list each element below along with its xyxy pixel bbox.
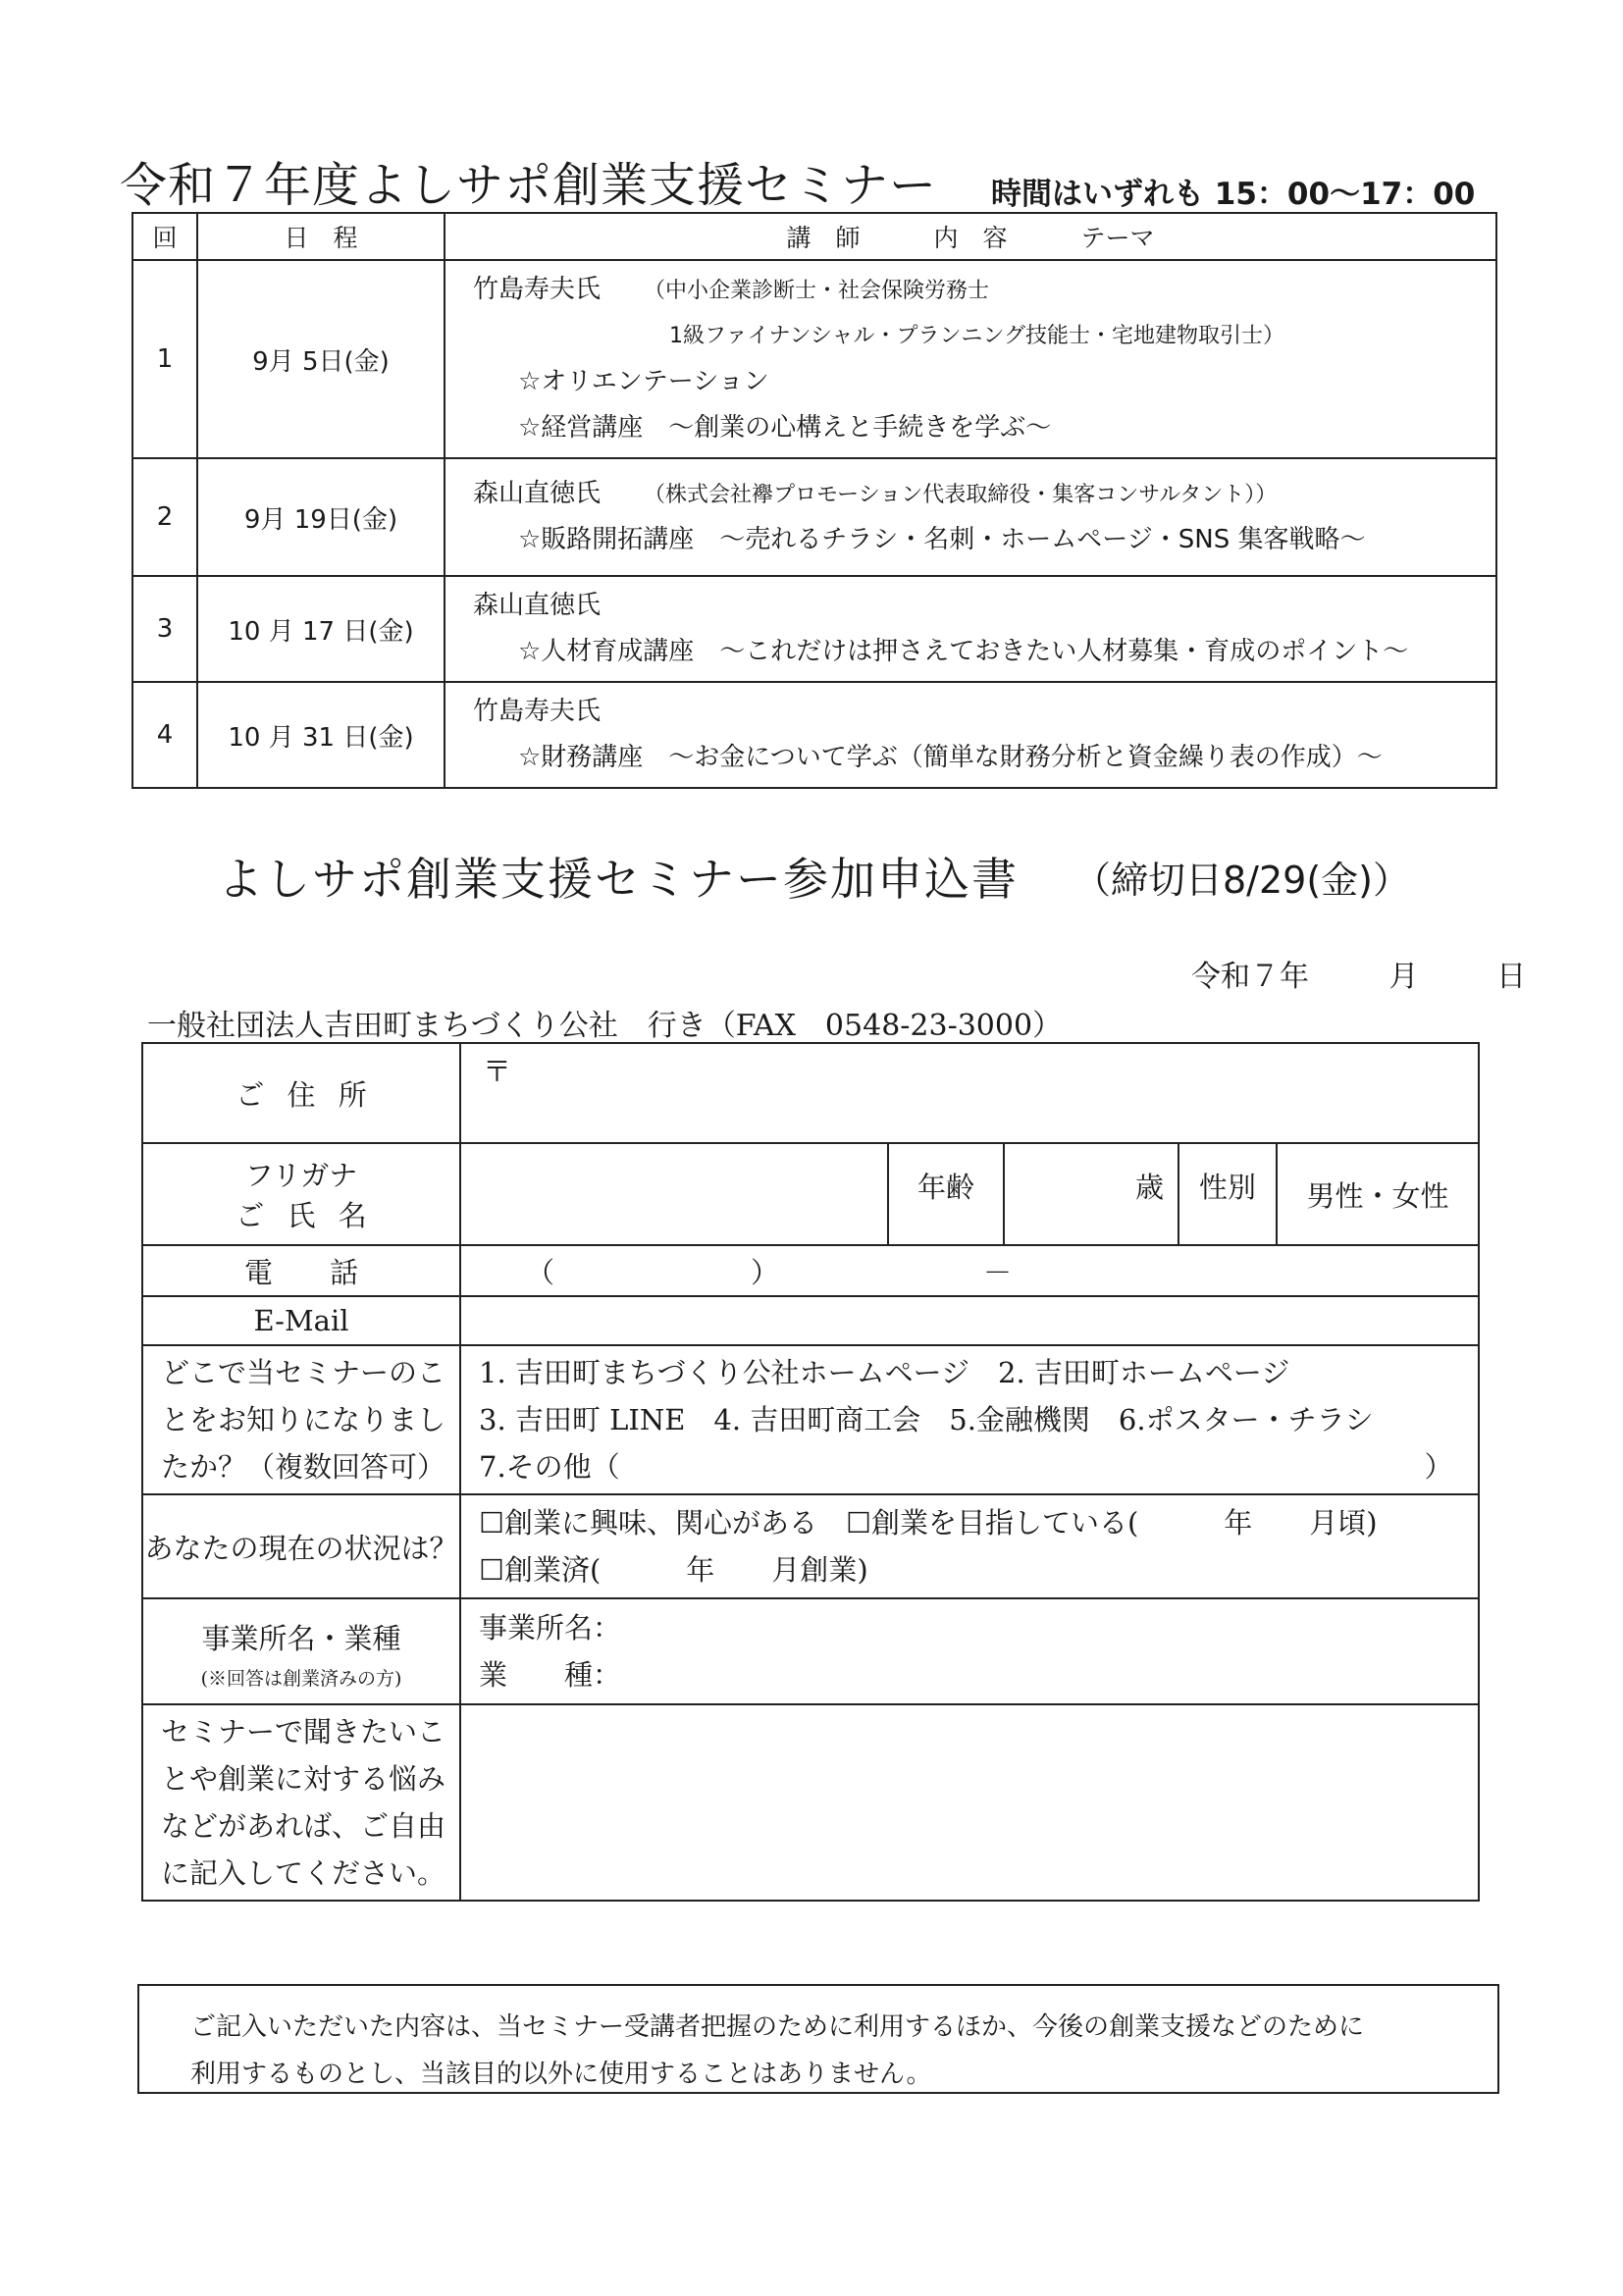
source-label-line: どこで当セミナーのこ	[161, 1356, 446, 1389]
source-row	[142, 1345, 1479, 1494]
questions-label-line: に記入してください。	[161, 1856, 446, 1890]
gender-options[interactable]: 男性・女性	[1277, 1143, 1479, 1245]
phone-close: ）	[751, 1255, 780, 1289]
business-label: 事業所名・業種	[201, 1621, 401, 1655]
session-date: 9月 5日(金)	[197, 260, 445, 458]
session-content	[445, 260, 1496, 458]
session-topic: ☆人材育成講座 ～これだけは押さえておきたい人材募集・育成のポイント～	[518, 637, 1409, 666]
address-row	[142, 1043, 1479, 1143]
session-topic: ☆販路開拓講座 ～売れるチラシ・名刺・ホームページ・SNS 集客戦略～	[518, 525, 1366, 554]
business-label-cell	[142, 1598, 460, 1704]
speaker-name: 竹島寿夫氏	[473, 697, 602, 726]
phone-dash: －	[983, 1255, 1013, 1289]
phone-field[interactable]	[460, 1245, 1479, 1296]
business-type-label: 業 種：	[479, 1658, 622, 1692]
business-fields[interactable]	[460, 1598, 1479, 1704]
session-no: 1	[132, 260, 197, 458]
addressee: 一般社団法人吉田町まちづくり公社 行き（FAX 0548-23-3000）	[147, 1009, 1063, 1043]
deadline-note: （締切日8/29(金)）	[1073, 859, 1410, 902]
application-form	[141, 1042, 1480, 1902]
gender-label: 性別	[1178, 1143, 1277, 1245]
source-label-line: たか？（複数回答可）	[161, 1450, 446, 1484]
schedule-table	[131, 212, 1497, 789]
session-topic: ☆オリエンテーション	[518, 367, 769, 396]
source-label	[142, 1345, 460, 1494]
session-no: 4	[132, 682, 197, 788]
age-field[interactable]	[1004, 1143, 1178, 1245]
date-month: 月	[1388, 960, 1419, 994]
session-topic: ☆経営講座 ～創業の心構えと手続きを学ぶ～	[518, 413, 1052, 443]
email-field[interactable]	[460, 1296, 1479, 1345]
phone-label: 電 話	[142, 1245, 460, 1296]
name-row	[142, 1143, 1479, 1245]
phone-open: （	[526, 1255, 555, 1289]
col-header-no: 回	[132, 213, 197, 260]
seminar-title: 令和７年度よしサポ創業支援セミナー	[120, 158, 938, 213]
source-label-line: とをお知りになりまし	[161, 1403, 446, 1436]
source-options[interactable]	[460, 1345, 1479, 1494]
session-date: 10 月 17 日(金)	[197, 576, 445, 682]
session-no: 3	[132, 576, 197, 682]
application-title: よしサポ創業支援セミナー参加申込書	[218, 853, 1019, 906]
furigana-label: フリガナ	[244, 1159, 358, 1192]
session-date: 10 月 31 日(金)	[197, 682, 445, 788]
notice-line: 利用するものとし、当該目的以外に使用することはありません。	[190, 2060, 932, 2089]
questions-field[interactable]	[460, 1704, 1479, 1901]
speaker-credentials-2: 1級ファイナンシャル・プランニング技能士・宅地建物取引士）	[669, 324, 1285, 348]
date-era: 令和７年	[1191, 960, 1309, 994]
questions-label-line: などがあれば、ご自由	[161, 1809, 446, 1843]
name-field[interactable]	[460, 1143, 888, 1245]
status-options[interactable]	[460, 1494, 1479, 1598]
questions-label-line: とや創業に対する悩み	[161, 1762, 446, 1796]
date-day: 日	[1496, 960, 1527, 994]
speaker-credentials: （中小企業診断士・社会保険労務士	[644, 279, 990, 303]
name-label: ご 氏 名	[236, 1199, 367, 1232]
phone-row	[142, 1245, 1479, 1296]
session-date: 9月 19日(金)	[197, 458, 445, 576]
age-label: 年齢	[888, 1143, 1004, 1245]
speaker-name: 森山直徳氏	[473, 479, 602, 508]
privacy-notice	[137, 1984, 1499, 2094]
business-note: (※回答は創業済みの方)	[200, 1667, 402, 1690]
status-row	[142, 1494, 1479, 1598]
status-label: あなたの現在の状況は？	[142, 1494, 460, 1598]
schedule-row	[132, 260, 1496, 458]
schedule-row	[132, 458, 1496, 576]
notice-line: ご記入いただいた内容は、当セミナー受講者把握のために利用するほか、今後の創業支援などのために	[190, 2012, 1365, 2042]
session-content	[445, 682, 1496, 788]
session-content	[445, 576, 1496, 682]
schedule-row	[132, 682, 1496, 788]
session-topic: ☆財務講座 ～お金について学ぶ（簡単な財務分析と資金繰り表の作成）～	[518, 743, 1383, 772]
col-header-date: 日 程	[197, 213, 445, 260]
address-field[interactable]	[460, 1043, 1479, 1143]
col-header-content: 講 師 内 容 テーマ	[445, 213, 1496, 260]
speaker-name: 竹島寿夫氏	[473, 275, 602, 304]
email-row	[142, 1296, 1479, 1345]
schedule-header-row	[132, 213, 1496, 260]
speaker-name: 森山直徳氏	[473, 591, 602, 620]
time-note: 時間はいずれも 15：00～17：00	[991, 177, 1476, 212]
speaker-credentials: （株式会社襷プロモーション代表取締役・集客コンサルタント））	[644, 483, 1278, 507]
questions-label	[142, 1704, 460, 1901]
status-option-line[interactable]: ☐創業済( 年 月創業)	[479, 1553, 868, 1587]
source-other-label: 7.その他（	[479, 1450, 620, 1484]
session-no: 2	[132, 458, 197, 576]
questions-label-line: セミナーで聞きたいこ	[161, 1715, 446, 1748]
schedule-row	[132, 576, 1496, 682]
source-option-line[interactable]: 3. 吉田町 LINE 4. 吉田町商工会 5.金融機関 6.ポスター・チラシ	[479, 1403, 1374, 1436]
age-unit: 歳	[1134, 1171, 1164, 1204]
session-content	[445, 458, 1496, 576]
email-label: E-Mail	[142, 1296, 460, 1345]
source-other-close: ）	[1424, 1450, 1453, 1484]
date-line	[1191, 952, 1526, 995]
questions-row	[142, 1704, 1479, 1901]
postal-mark: 〒	[483, 1055, 512, 1088]
business-row	[142, 1598, 1479, 1704]
status-option-line[interactable]: ☐創業に興味、関心がある ☐創業を目指している( 年 月頃)	[479, 1506, 1378, 1539]
name-label-cell	[142, 1143, 460, 1245]
source-option-line[interactable]	[479, 1443, 1478, 1490]
business-name-label: 事業所名：	[479, 1611, 622, 1644]
address-label: ご 住 所	[142, 1043, 460, 1143]
source-option-line[interactable]: 1. 吉田町まちづくり公社ホームページ 2. 吉田町ホームページ	[479, 1356, 1290, 1389]
